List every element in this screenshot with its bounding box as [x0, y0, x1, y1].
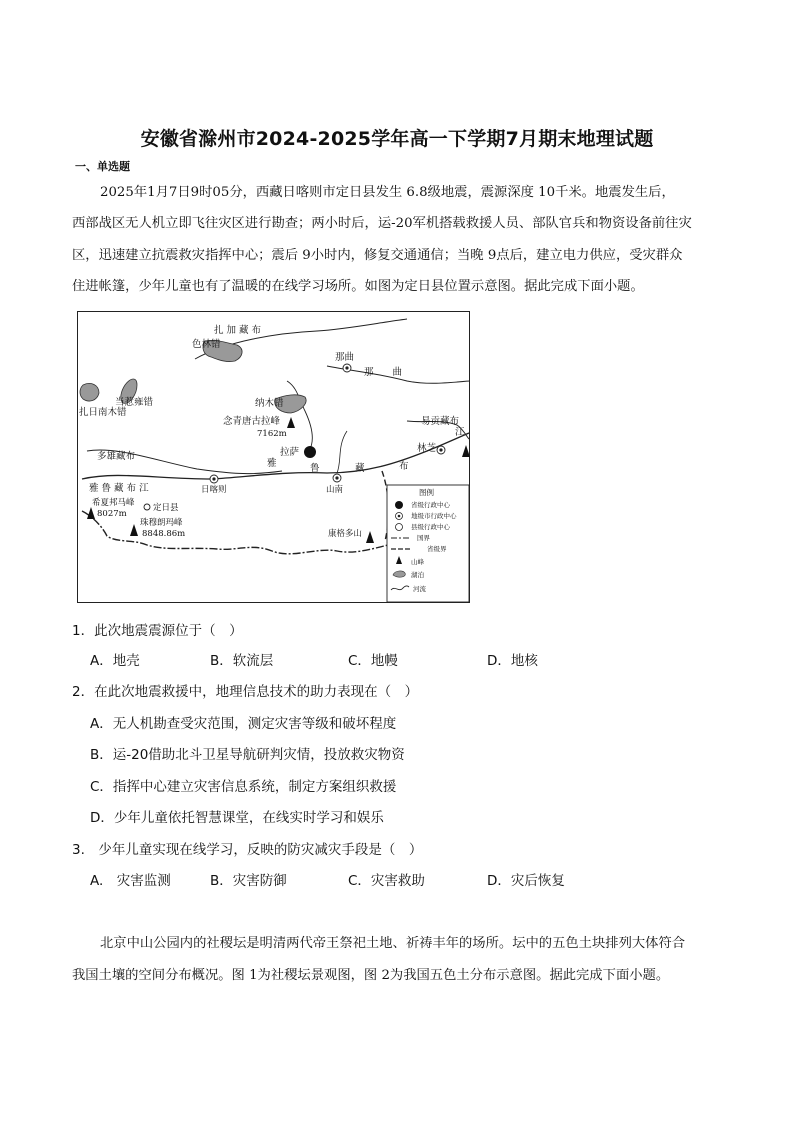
- question-2-option-c[interactable]: C．指挥中心建立灾害信息系统，制定方案组织救援: [90, 779, 397, 795]
- legend-item: 湖泊: [411, 571, 424, 579]
- question-1-option-a[interactable]: A．地壳: [90, 653, 140, 669]
- label-dangrehongcuo: 当惹雍错: [115, 397, 154, 408]
- lake-zharinanmucuo: [80, 383, 99, 401]
- label-zharinanmucuo: 扎日南木错: [79, 407, 127, 418]
- label-xixiabangma-height: 8027m: [97, 509, 127, 519]
- section-heading: 一、单选题: [75, 160, 130, 173]
- dingri-location-map: [77, 311, 470, 603]
- label-yalu-b: 鲁: [310, 463, 320, 474]
- label-everest: 珠穆朗玛峰: [140, 518, 183, 528]
- passage-line: 北京中山公园内的社稷坛是明清两代帝王祭祀土地、祈祷丰年的场所。坛中的五色土块排列大体符合: [100, 936, 686, 951]
- question-1-option-b[interactable]: B．软流层: [210, 653, 274, 669]
- question-2-stem: 2．在此次地震救援中，地理信息技术的助力表现在（ ）: [72, 684, 419, 700]
- label-rikaze: 日喀则: [201, 485, 227, 495]
- legend-title: 图例: [419, 488, 434, 497]
- label-xixiabangma: 希夏邦马峰: [92, 498, 135, 508]
- legend-item: 河流: [413, 585, 426, 593]
- city-lasa-marker: [304, 446, 316, 458]
- label-naqu-river: 那 曲: [364, 367, 403, 378]
- legend-item: 国界: [417, 534, 430, 542]
- passage-line: 西部战区无人机立即飞往灾区进行勘查；两小时后，运-20军机搭载救援人员、部队官兵和物资设备前往灾: [72, 216, 692, 231]
- label-nyainqentanglha: 念青唐古拉峰: [223, 416, 281, 427]
- passage-line: 住进帐篷，少年儿童也有了温暖的在线学习场所。如图为定日县位置示意图。据此完成下面小题。: [72, 279, 644, 294]
- question-3-stem: 3. 少年儿童实现在线学习，反映的防灾减灾手段是（ ）: [72, 842, 423, 858]
- label-naqu-city: 那曲: [335, 352, 355, 363]
- passage-line: 区，迅速建立抗震救灾指挥中心；震后 9小时内，修复交通通信；当晚 9点后，建立电力供应，受灾群众: [72, 248, 683, 263]
- legend-item: 地级市行政中心: [411, 512, 457, 520]
- label-namucuo: 纳木错: [255, 398, 284, 409]
- page-title: 安徽省滁州市2024-2025学年高一下学期7月期末地理试题: [140, 128, 654, 150]
- question-1-stem: 1．此次地震震源位于（ ）: [72, 623, 243, 639]
- label-zhajiazangbu: 扎 加 藏 布: [214, 325, 262, 336]
- legend-item: 山峰: [411, 558, 424, 566]
- question-1-option-d[interactable]: D．地核: [487, 653, 538, 669]
- label-jiang: 江: [455, 427, 465, 438]
- label-yalu-west: 雅 鲁 藏 布 江: [89, 483, 149, 494]
- question-3-option-a[interactable]: A. 灾害监测: [90, 873, 171, 889]
- question-3-option-d[interactable]: D．灾后恢复: [487, 873, 565, 889]
- legend-item: 县级行政中心: [411, 523, 450, 531]
- passage-line: 2025年1月7日9时05分，西藏日喀则市定日县发生 6.8级地震，震源深度 10千米。地震发生后，: [100, 185, 675, 200]
- label-linzhi: 林芝: [417, 443, 437, 454]
- label-yalu-d: 布: [399, 461, 409, 472]
- label-duoxiongzangbu: 多雄藏布: [97, 451, 136, 462]
- question-3-option-c[interactable]: C．灾害救助: [348, 873, 425, 889]
- label-dingri: 定日县: [153, 503, 179, 513]
- label-shannan: 山南: [326, 485, 344, 495]
- legend-item: 省级界: [427, 545, 447, 553]
- question-2-option-d[interactable]: D．少年儿童依托智慧课堂，在线实时学习和娱乐: [90, 810, 384, 826]
- passage-line: 我国土壤的空间分布概况。图 1为社稷坛景观图，图 2为我国五色土分布示意图。据此完成下面小题。: [72, 968, 670, 983]
- label-kangkar: 康格多山: [328, 529, 363, 539]
- question-3-option-b[interactable]: B．灾害防御: [210, 873, 287, 889]
- label-yalu-a: 雅: [267, 458, 277, 469]
- label-lasa: 拉萨: [280, 447, 300, 458]
- map-legend: [387, 485, 469, 602]
- label-selincuo: 色林错: [192, 339, 221, 350]
- question-2-option-b[interactable]: B．运-20借助北斗卫星导航研判灾情，投放救灾物资: [90, 747, 405, 763]
- label-everest-height: 8848.86m: [142, 529, 186, 539]
- label-yigongzangbu: 易贡藏布: [421, 416, 460, 427]
- label-yalu-c: 藏: [355, 463, 365, 474]
- label-nyainqentanglha-height: 7162m: [257, 429, 287, 439]
- legend-item: 省级行政中心: [411, 501, 450, 509]
- question-2-option-a[interactable]: A．无人机勘查受灾范围，测定灾害等级和破坏程度: [90, 716, 397, 732]
- county-dingri-marker: [144, 504, 150, 510]
- question-1-option-c[interactable]: C．地幔: [348, 653, 398, 669]
